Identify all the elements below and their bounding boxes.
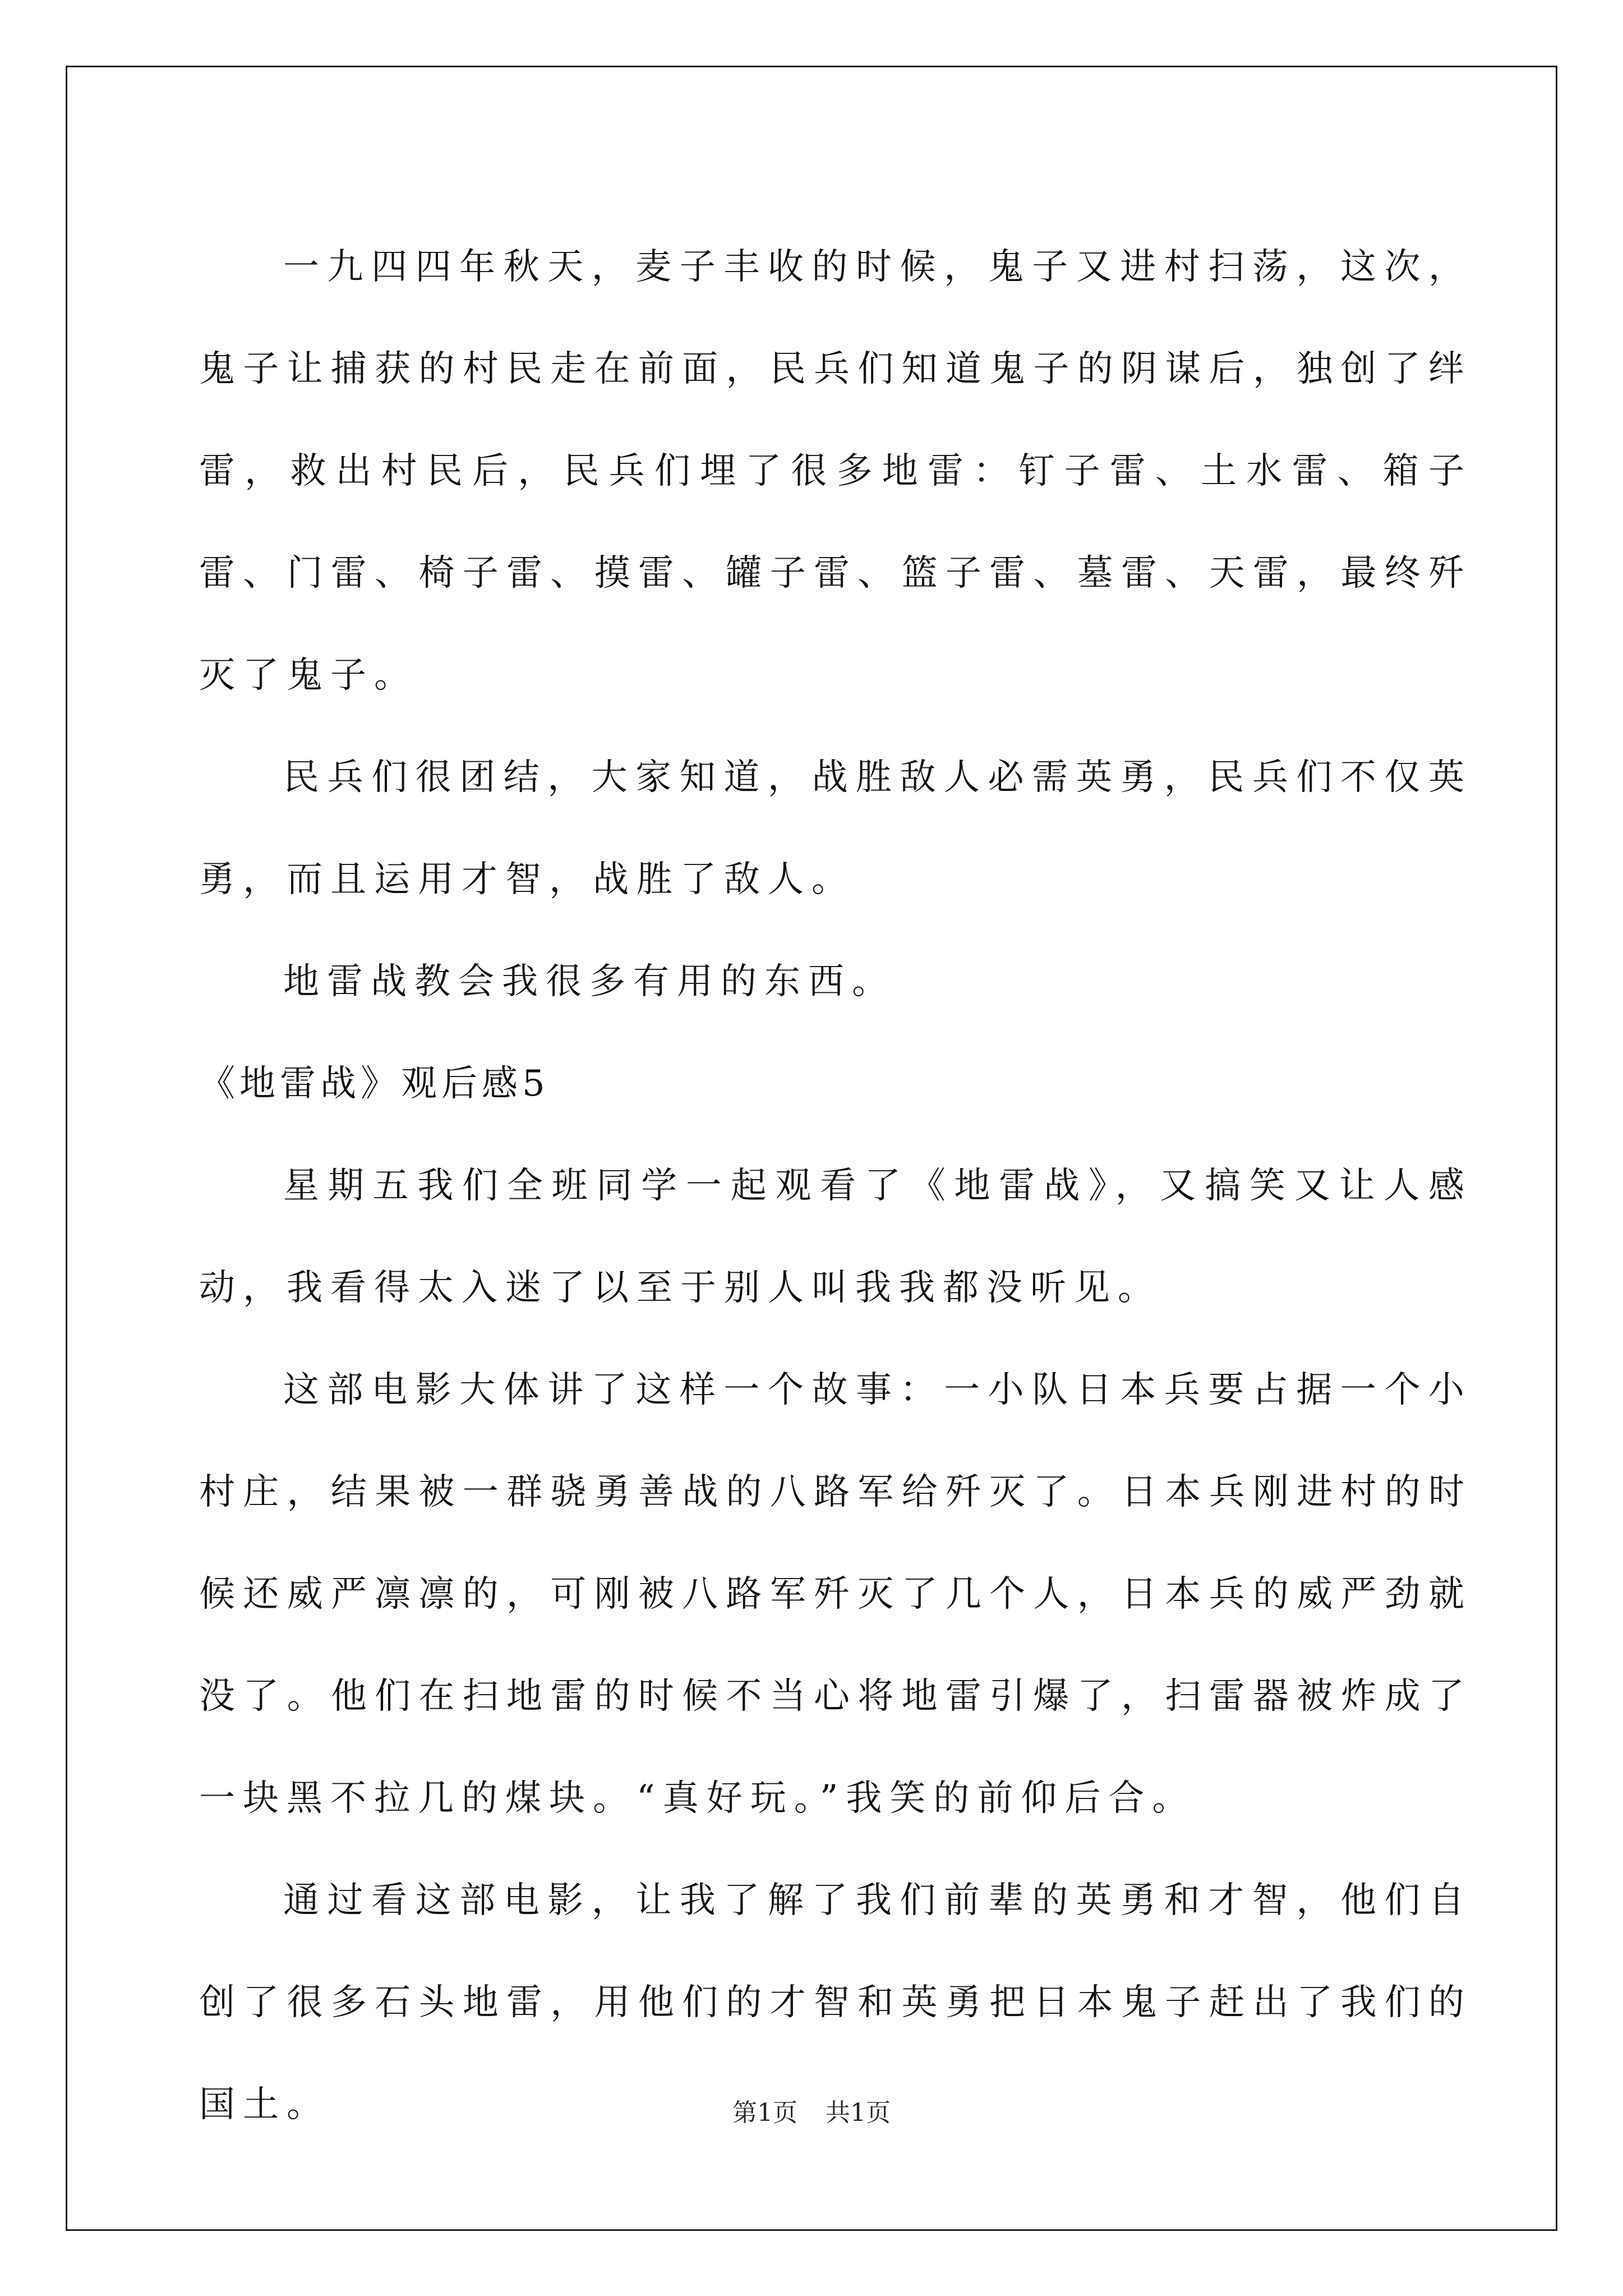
paragraph-4: 星期五我们全班同学一起观看了《地雷战》，又搞笑又让人感动，我看得太入迷了以至于别人叫我我都没听见。	[199, 1165, 1472, 1309]
paragraph-3: 地雷战教会我很多有用的东西。	[283, 961, 896, 1002]
page-number-total: 共1页	[826, 2099, 891, 2127]
paragraph-2: 民兵们很团结，大家知道，战胜敌人必需英勇，民兵们不仅英勇，而且运用才智，战胜了敌人。	[199, 757, 1472, 900]
paragraph-1: 一九四四年秋天，麦子丰收的时候，鬼子又进村扫荡，这次，鬼子让捕获的村民走在前面，民兵们知道鬼子的阴谋后，独创了绊雷，救出村民后，民兵们埋了很多地雷：钉子雷、土水雷、箱子雷、门雷、椅子雷、摸雷、罐子雷、篮子雷、墓雷、天雷，最终歼灭了鬼子。	[199, 246, 1472, 696]
page-number-current: 第1页	[732, 2099, 797, 2127]
page-footer	[0, 2092, 1623, 2128]
document-body	[199, 216, 1472, 2156]
paragraph-5: 这部电影大体讲了这样一个故事：一小队日本兵要占据一个小村庄，结果被一群骁勇善战的八路军给歼灭了。日本兵刚进村的时候还威严凛凛的，可刚被八路军歼灭了几个人，日本兵的威严劲就没了。他们在扫地雷的时候不当心将地雷引爆了，扫雷器被炸成了一块黑不拉几的煤块。“真好玩。”我笑的前仰后合。	[199, 1369, 1472, 1819]
section-heading: 《地雷战》观后感5	[199, 1063, 550, 1105]
paragraph-6: 通过看这部电影，让我了解了我们前辈的英勇和才智，他们自创了很多石头地雷，用他们的才智和英勇把日本鬼子赶出了我们的国土。	[199, 1880, 1472, 2125]
